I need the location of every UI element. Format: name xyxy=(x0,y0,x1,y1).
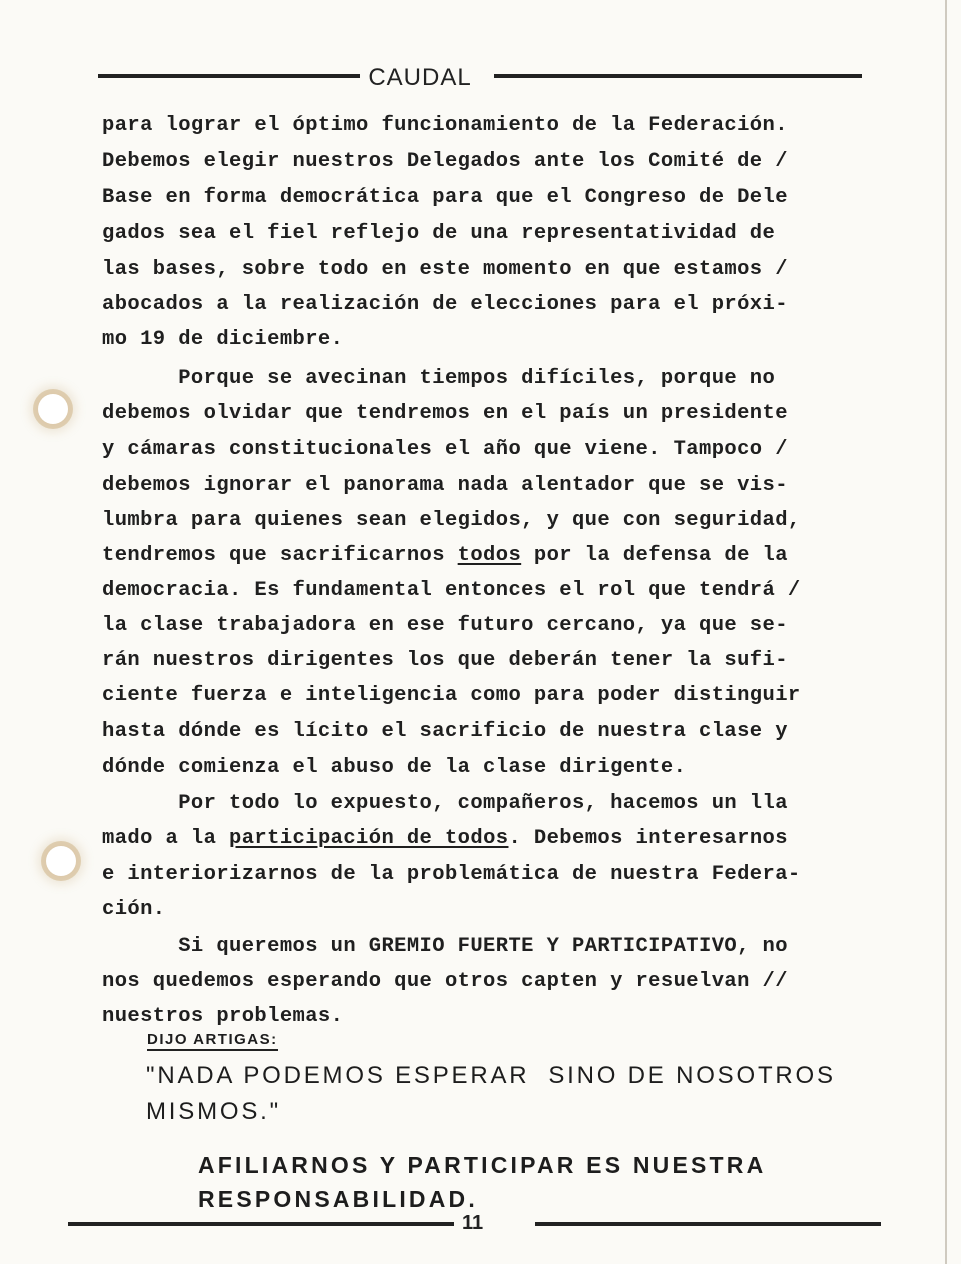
quote-line: MISMOS." xyxy=(146,1098,281,1125)
binder-hole-bottom xyxy=(46,846,76,876)
body-line: las bases, sobre todo en este momento en que estamos / xyxy=(102,258,788,281)
body-line: gados sea el fiel reflejo de una representatividad de xyxy=(102,222,776,245)
body-line: dónde comienza el abuso de la clase dirigente. xyxy=(102,756,687,779)
body-line: nos quedemos esperando que otros capten y resuelvan // xyxy=(102,970,788,993)
slogan-line: AFILIARNOS Y PARTICIPAR ES NUESTRA xyxy=(198,1152,767,1178)
body-line: Porque se avecinan tiempos difíciles, porque no xyxy=(102,367,776,390)
body-line: mo 19 de diciembre. xyxy=(102,328,344,351)
body-line: debemos olvidar que tendremos en el país un presidente xyxy=(102,402,788,425)
body-line: abocados a la realización de elecciones para el próxi- xyxy=(102,293,788,316)
page-edge xyxy=(945,0,947,1264)
body-line: rán nuestros dirigentes los que deberán tener la sufi- xyxy=(102,649,788,672)
page-number: 11 xyxy=(462,1212,484,1234)
underlined-emphasis: todos xyxy=(457,544,522,567)
body-line: nuestros problemas. xyxy=(102,1005,344,1028)
body-line: la clase trabajadora en ese futuro cercano, ya que se- xyxy=(102,614,788,637)
body-line: Debemos elegir nuestros Delegados ante los Comité de / xyxy=(102,150,788,173)
body-line: Por todo lo expuesto, compañeros, hacemos un lla xyxy=(102,792,788,815)
body-line: debemos ignorar el panorama nada alentador que se vis- xyxy=(102,474,788,497)
underlined-emphasis: participación de todos xyxy=(229,827,509,850)
body-line-text: por la defensa de la xyxy=(521,544,788,567)
body-line-text: mado a la xyxy=(102,827,230,850)
header-rule-left xyxy=(98,74,360,78)
body-line: Si queremos un GREMIO FUERTE Y PARTICIPATIVO, no xyxy=(102,935,788,958)
body-line: democracia. Es fundamental entonces el rol que tendrá / xyxy=(102,579,801,602)
body-line: hasta dónde es lícito el sacrificio de nuestra clase y xyxy=(102,720,788,743)
body-line: ciente fuerza e inteligencia como para poder distinguir xyxy=(102,684,801,707)
body-line: e interiorizarnos de la problemática de nuestra Federa- xyxy=(102,863,801,886)
body-line xyxy=(102,824,788,854)
footer-rule-left xyxy=(68,1222,454,1226)
quote-attribution-label: DIJO ARTIGAS: xyxy=(147,1031,278,1051)
slogan-line: RESPONSABILIDAD. xyxy=(198,1186,478,1212)
body-line: lumbra para quienes sean elegidos, y que con seguridad, xyxy=(102,509,801,532)
binder-hole-top xyxy=(38,394,68,424)
body-line-text: . Debemos interesarnos xyxy=(508,827,788,850)
body-line xyxy=(102,541,788,571)
header-rule-right xyxy=(494,74,862,78)
quote-line: "NADA PODEMOS ESPERAR SINO DE NOSOTROS xyxy=(146,1062,836,1089)
page-header-title: CAUDAL xyxy=(368,64,472,91)
footer-rule-right xyxy=(535,1222,881,1226)
body-line: ción. xyxy=(102,898,166,921)
body-line: para lograr el óptimo funcionamiento de la Federación. xyxy=(102,114,788,137)
body-line-text: tendremos que sacrificarnos xyxy=(102,544,458,567)
body-line: Base en forma democrática para que el Congreso de Dele xyxy=(102,186,788,209)
body-line: y cámaras constitucionales el año que viene. Tampoco / xyxy=(102,438,788,461)
